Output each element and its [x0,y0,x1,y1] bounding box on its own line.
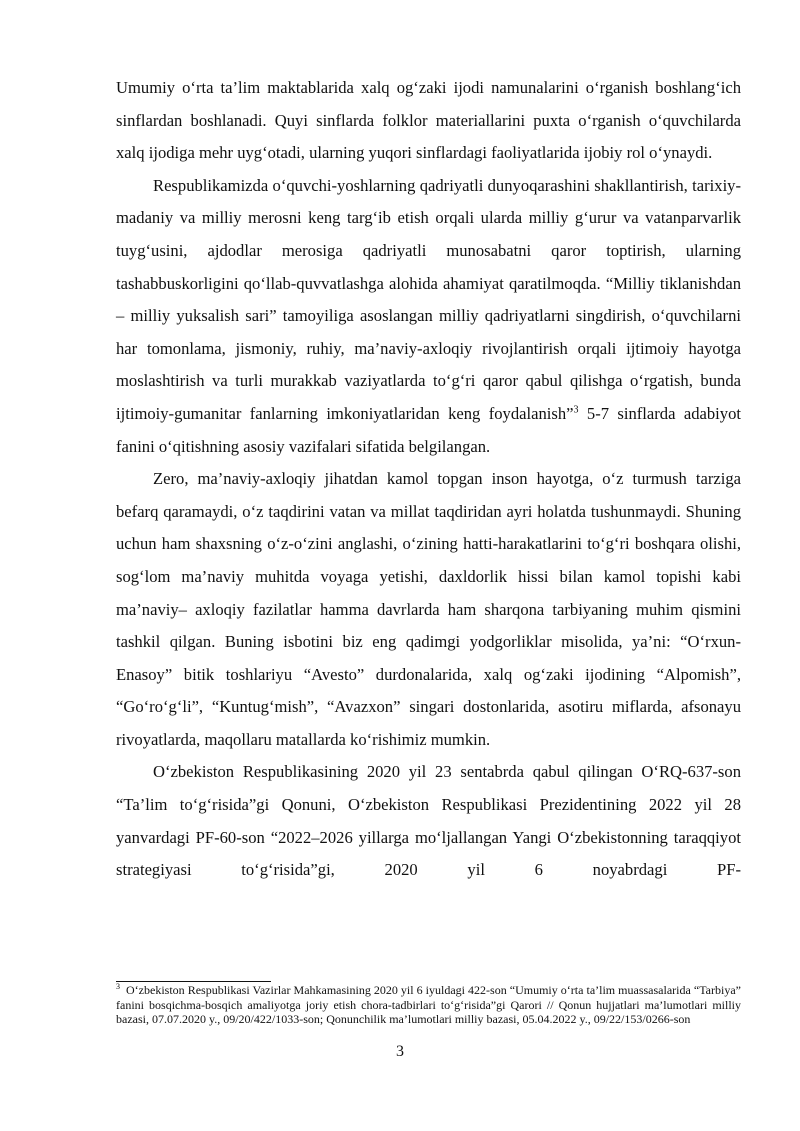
page-number: 3 [396,1043,404,1060]
footnote-mark: 3 [116,982,120,991]
paragraph-3: Zero, ma’naviy-axloqiy jihatdan kamol topgan inson hayotga, o‘z turmush tarziga befarq qaramaydi, o‘z taqdirini vatan va millat taqdiridan ayri holatda tushunmaydi. Shuning uchun ham shaxsning o‘z-o‘zini anglashi, o‘zining hatti-harakatlarini to‘g‘ri boshqara olishi, sog‘lom ma’naviy muhitda voyaga yetishi, daxldorlik hissi bilan kamol topishi kabi ma’naviy– axloqiy fazilatlar hamma davrlarda ham sharqona tarbiyaning muhim qismini tashkil qilgan. Buning isbotini biz eng qadimgi yodgorliklar misolida, ya’ni: “O‘rxun-Enasoy” bitik toshlariyu “Avesto” durdonalarida, xalq og‘zaki ijodining “Alpomish”, “Go‘ro‘g‘li”, “Kuntug‘mish”, “Avazxon” singari dostonlarida, asotiru miflarda, afsonayu rivoyatlarda, maqollaru matallarda ko‘rishimiz mumkin. [116,469,741,749]
footnote [116,983,741,1027]
footnote-reference[interactable]: 3 [573,404,579,416]
paragraph-4: O‘zbekiston Respublikasining 2020 yil 23 sentabrda qabul qilingan O‘RQ-637-son “Ta’lim to‘g‘risida”gi Qonuni, O‘zbekiston Respublikasi Prezidentining 2022 yil 28 yanvardagi PF-60-son “2022–2026 yillarga mo‘ljallangan Yangi O‘zbekistonning taraqqiyot strategiyasi to‘g‘risida”gi, 2020 yil 6 noyabrdagi PF- [116,762,741,880]
paragraph-2-text-continued: 5-7 sinflarda adabiyot fanini o‘qitishning asosiy vazifalari sifatida belgilangan. [116,403,741,456]
footnote-text: O‘zbekiston Respublikasi Vazirlar Mahkamasining 2020 yil 6 iyuldagi 422-son “Umumiy o‘rta ta’lim muassasalarida “Tarbiya” fanini bosqichma-bosqich amaliyotga joriy etish chora-tadbirlari to‘g‘risida”gi Qarori // Qonun hujjatlari ma’lumotlari milliy bazasi, 07.07.2020 y., 09/20/422/1033-son; Qonunchilik ma’lumotlari milliy bazasi, 05.04.2022 y., 09/22/153/0266-son [116,983,741,1027]
paragraph-2 [116,170,741,463]
paragraph-1: Umumiy o‘rta ta’lim maktablarida xalq og‘zaki ijodi namunalarini o‘rganish boshlang‘ich sinflardan boshlanadi. Quyi sinflarda folklor materiallarini puxta o‘rganish o‘quvchilarda xalq ijodiga mehr uyg‘otadi, ularning yuqori sinflardagi faoliyatlarida ijobiy rol o‘ynaydi. [116,78,741,163]
paragraph-2-text: Respublikamizda o‘quvchi-yoshlarning qadriyatli dunyoqarashini shakllantirish, tarixiy-madaniy va milliy merosni keng targ‘ib etish orqali ularda milliy g‘urur va vatanparvarlik tuyg‘usini, ajdodlar merosiga qadriyatli munosabatni qaror toptirish, ularning tashabbuskorligini qo‘llab-quvvatlashga alohida ahamiyat qaratilmoqda. “Milliy tiklanishdan – milliy yuksalish sari” tamoyiliga asoslangan milliy qadriyatlarni singdirish, o‘quvchilarni har tomonlama, jismoniy, ruhiy, ma’naviy-axloqiy rivojlantirish orqali ijtimoiy hayotga moslashtirish va turli murakkab vaziyatlarda to‘g‘ri qaror qabul qilishga o‘rgatish, bunda ijtimoiy-gumanitar fanlarning imkoniyatlaridan keng foydalanish” [116,175,741,423]
footnote-separator [116,981,271,982]
page-body [116,72,741,887]
